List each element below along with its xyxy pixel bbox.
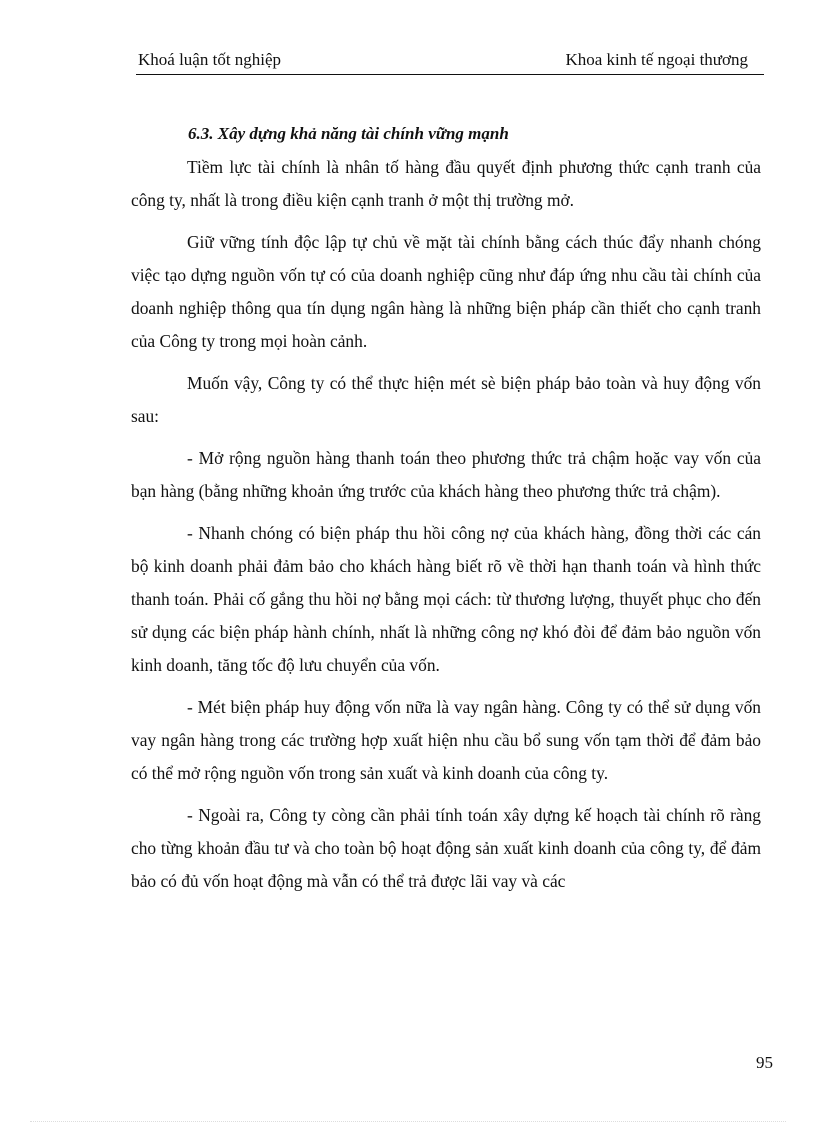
paragraph-financial-planning: - Ngoài ra, Công ty còng cần phải tính toán xây dựng kế hoạch tài chính rõ ràng cho từng khoản đầu tư và cho toàn bộ hoạt động sản xuất kinh doanh của công ty, để đảm bảo có đủ vốn hoạt động mà vẫn có thể trả được lãi vay và các xyxy=(131,805,761,891)
paragraph-expand-sources: - Mở rộng nguồn hàng thanh toán theo phương thức trả chậm hoặc vay vốn của bạn hàng (bằng những khoản ứng trước của khách hàng theo phương thức trả chậm). xyxy=(131,448,761,501)
document-body xyxy=(131,117,761,907)
page-number: 95 xyxy=(756,1053,773,1072)
header-faculty-label: Khoa kinh tế ngoại thương xyxy=(565,50,748,69)
paragraph-bank-loans: - Mét biện pháp huy động vốn nữa là vay ngân hàng. Công ty có thể sử dụng vốn vay ngân hàng trong các trường hợp xuất hiện nhu cầu bổ sung vốn tạm thời để đảm bảo có thể mở rộng nguồn vốn trong sản xuất và kinh doanh của công ty. xyxy=(131,697,761,783)
paragraph-debt-recovery: - Nhanh chóng có biện pháp thu hồi công nợ của khách hàng, đồng thời các cán bộ kinh doanh phải đảm bảo cho khách hàng biết rõ về thời hạn thanh toán và hình thức thanh toán. Phải cố gắng thu hồi nợ bằng mọi cách: từ thương lượng, thuyết phục cho đến sử dụng các biện pháp hành chính, nhất là những công nợ khó đòi để đảm bảo nguồn vốn kinh doanh, tăng tốc độ lưu chuyển của vốn. xyxy=(131,523,761,675)
page-header xyxy=(136,48,764,75)
paragraph-financial-potential: Tiềm lực tài chính là nhân tố hàng đầu quyết định phương thức cạnh tranh của công ty, nhất là trong điều kiện cạnh tranh ở một thị trường mở. xyxy=(131,157,761,210)
paragraph-financial-independence: Giữ vững tính độc lập tự chủ về mặt tài chính bằng cách thúc đẩy nhanh chóng việc tạo dựng nguồn vốn tự có của doanh nghiệp cũng như đáp ứng nhu cầu tài chính của doanh nghiệp thông qua tín dụng ngân hàng là những biện pháp cần thiết cho cạnh tranh của Công ty trong mọi hoàn cảnh. xyxy=(131,232,761,351)
paragraph-measures-intro: Muốn vậy, Công ty có thể thực hiện mét sè biện pháp bảo toàn và huy động vốn sau: xyxy=(131,373,761,426)
header-thesis-label: Khoá luận tốt nghiệp xyxy=(138,50,282,69)
page-bottom-divider xyxy=(30,1121,786,1122)
section-title: 6.3. Xây dựng khả năng tài chính vững mạnh xyxy=(188,124,509,143)
